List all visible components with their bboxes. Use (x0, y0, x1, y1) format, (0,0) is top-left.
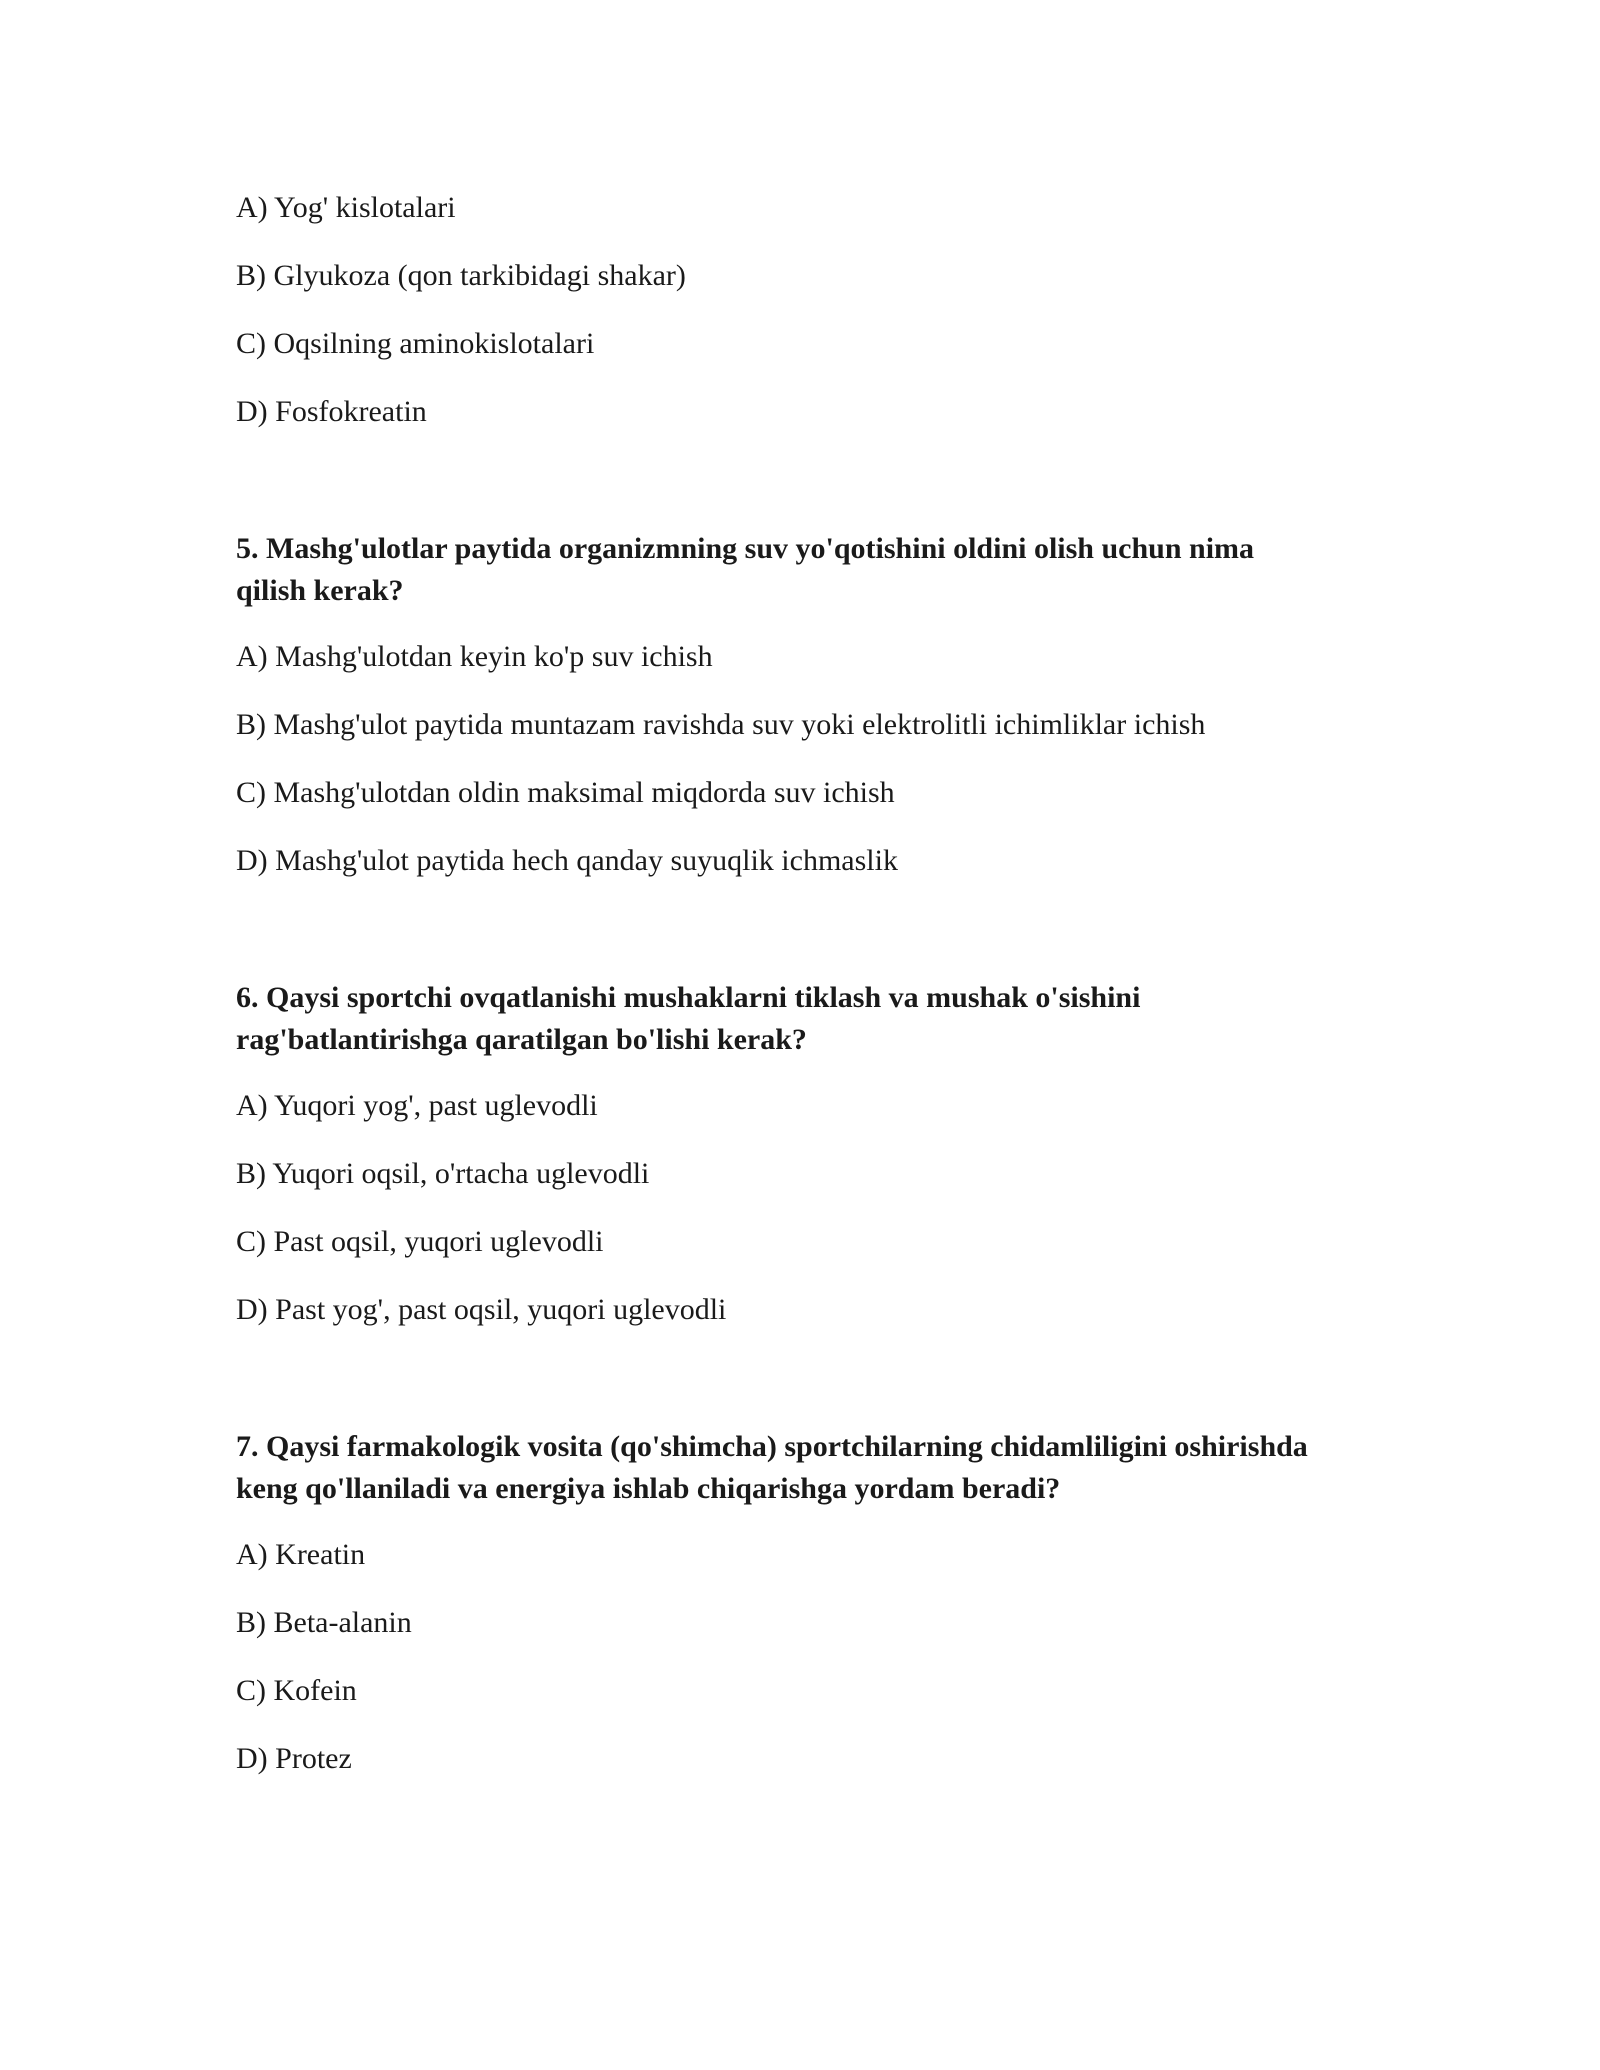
question-text-line: 7. Qaysi farmakologik vosita (qo'shimcha) sportchilarning chidamliligini oshirishda (236, 1430, 1308, 1463)
option-c: C) Oqsilning aminokislotalari (236, 327, 595, 360)
question-6 (236, 977, 1416, 1061)
option-b: B) Beta-alanin (236, 1606, 412, 1639)
option-d: D) Protez (236, 1742, 352, 1775)
question-text-line: 6. Qaysi sportchi ovqatlanishi mushaklarni tiklash va mushak o'sishini (236, 981, 1141, 1014)
question-text-line: qilish kerak? (236, 574, 404, 607)
option-c: C) Kofein (236, 1674, 357, 1707)
option-b: B) Yuqori oqsil, o'rtacha uglevodli (236, 1157, 650, 1190)
question-5 (236, 528, 1416, 612)
option-c: C) Past oqsil, yuqori uglevodli (236, 1225, 604, 1258)
option-d: D) Mashg'ulot paytida hech qanday suyuqlik ichmaslik (236, 844, 898, 877)
question-7 (236, 1426, 1416, 1510)
question-text-line: 5. Mashg'ulotlar paytida organizmning suv yo'qotishini oldini olish uchun nima (236, 532, 1255, 565)
option-a: A) Mashg'ulotdan keyin ko'p suv ichish (236, 640, 713, 673)
option-b: B) Mashg'ulot paytida muntazam ravishda suv yoki elektrolitli ichimliklar ichish (236, 708, 1206, 741)
option-a: A) Yuqori yog', past uglevodli (236, 1089, 598, 1122)
question-text-line: rag'batlantirishga qaratilgan bo'lishi kerak? (236, 1023, 807, 1056)
option-a: A) Kreatin (236, 1538, 366, 1571)
option-c: C) Mashg'ulotdan oldin maksimal miqdorda suv ichish (236, 776, 895, 809)
option-b: B) Glyukoza (qon tarkibidagi shakar) (236, 259, 686, 292)
option-a: A) Yog' kislotalari (236, 191, 456, 224)
option-d: D) Past yog', past oqsil, yuqori uglevodli (236, 1293, 727, 1326)
option-d: D) Fosfokreatin (236, 395, 427, 428)
question-text-line: keng qo'llaniladi va energiya ishlab chiqarishga yordam beradi? (236, 1472, 1061, 1505)
